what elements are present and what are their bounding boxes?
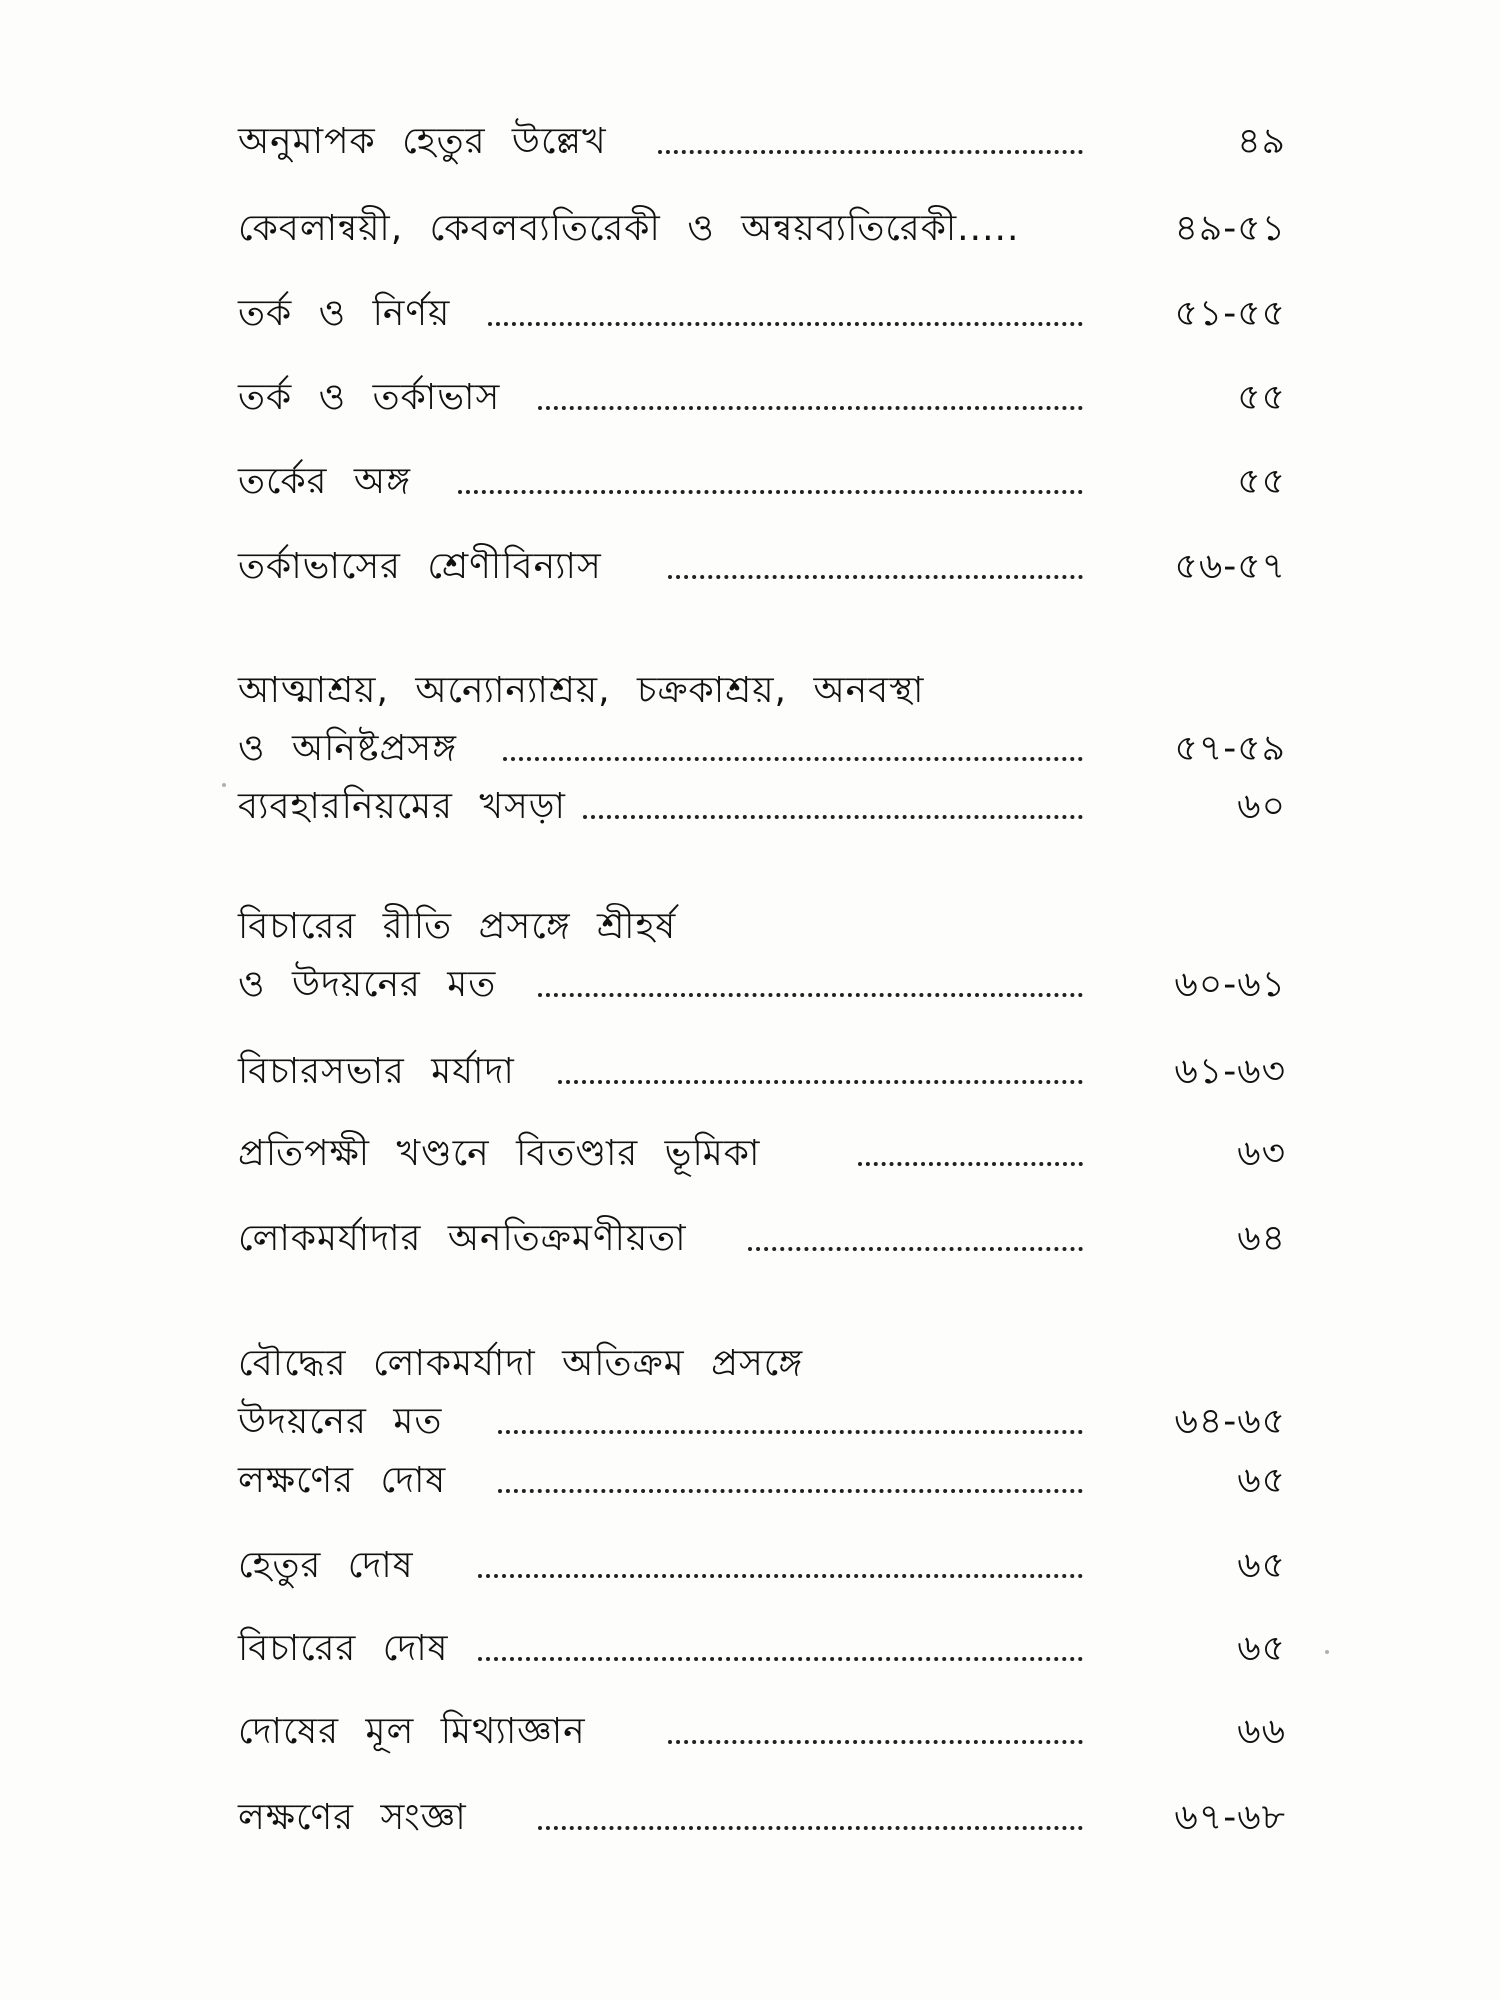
dot-leader xyxy=(668,1736,1083,1744)
toc-entry-line xyxy=(238,1342,1298,1386)
toc-entry-page-number: ৬৩ xyxy=(1237,1133,1286,1174)
toc-entry-title: বিচারের রীতি প্রসঙ্গে শ্রীহর্ষ xyxy=(238,906,677,947)
toc-entry-page-number: ৫১-৫৫ xyxy=(1174,293,1286,334)
toc-entry-page-number: ৬০-৬১ xyxy=(1174,964,1286,1005)
toc-entry-title: লক্ষণের দোষ xyxy=(238,1460,447,1501)
toc-entry[interactable] xyxy=(238,785,1298,829)
toc-entry[interactable] xyxy=(238,1050,1298,1094)
toc-entry[interactable] xyxy=(238,1544,1298,1588)
toc-entry-title: ব্যবহারনিয়মের খসড়া xyxy=(238,786,566,827)
toc-entry-line xyxy=(238,120,1298,164)
toc-entry-title: ও অনিষ্টপ্রসঙ্গ xyxy=(238,728,458,769)
toc-entry-line xyxy=(238,785,1298,829)
toc-entry[interactable] xyxy=(238,376,1298,420)
toc-entry-title: আত্মাশ্রয়, অন্যোন্যাশ্রয়, চক্রকাশ্রয়, অনবস্থা xyxy=(238,670,925,711)
toc-entry-page-number: ৬৫ xyxy=(1237,1460,1286,1501)
dot-leader xyxy=(478,1570,1083,1578)
toc-entry-line xyxy=(238,669,1298,713)
dot-leader xyxy=(503,753,1083,761)
toc-entry-line xyxy=(238,905,1298,949)
toc-entry-line xyxy=(238,545,1298,589)
toc-entry-title: হেতুর দোষ xyxy=(238,1545,414,1586)
toc-entry[interactable] xyxy=(238,1796,1298,1840)
toc-entry-page-number: ৬০ xyxy=(1237,786,1286,827)
toc-entry-page-number: ৬৬ xyxy=(1237,1711,1286,1752)
toc-entry-page-number: ৫৫ xyxy=(1237,377,1286,418)
toc-entry-page-number: ৬৪-৬৫ xyxy=(1174,1401,1286,1442)
toc-entry-page-number: ৫৭-৫৯ xyxy=(1174,728,1286,769)
toc-entry-title: তর্ক ও নির্ণয় xyxy=(238,293,451,334)
dot-leader xyxy=(498,1426,1083,1434)
dot-leader xyxy=(458,486,1083,494)
toc-entry-page-number: ৬৫ xyxy=(1237,1628,1286,1669)
toc-entry-line xyxy=(238,1400,1298,1444)
toc-entry-line xyxy=(238,207,1298,251)
dot-leader xyxy=(558,1076,1083,1084)
toc-entry-page-number: ৪৯-৫১ xyxy=(1174,208,1286,249)
toc-entry-line xyxy=(238,1627,1298,1671)
toc-entry-line xyxy=(238,1132,1298,1176)
toc-entry[interactable] xyxy=(238,120,1298,164)
toc-entry-page-number: ৫৬-৫৭ xyxy=(1174,546,1286,587)
toc-entry-line xyxy=(238,1217,1298,1261)
toc-entry-title: বিচারসভার মর্যাদা xyxy=(238,1051,515,1092)
toc-entry-line xyxy=(238,460,1298,504)
toc-entry-title: লোকমর্যাদার অনতিক্রমণীয়তা xyxy=(238,1218,687,1259)
dot-leader xyxy=(498,1485,1083,1493)
toc-entry-page-number: ৬৫ xyxy=(1237,1545,1286,1586)
toc-entry[interactable] xyxy=(238,669,1298,771)
toc-entry-line xyxy=(238,1050,1298,1094)
toc-entry-title: কেবলান্বয়ী, কেবলব্যতিরেকী ও অন্বয়ব্যতিরেকী..... xyxy=(238,208,1020,249)
toc-entry[interactable] xyxy=(238,1217,1298,1261)
toc-entry-page-number: ৬৪ xyxy=(1237,1218,1286,1259)
dot-leader xyxy=(478,1653,1083,1661)
toc-entry[interactable] xyxy=(238,1132,1298,1176)
toc-entry-page-number: ৬১-৬৩ xyxy=(1174,1051,1286,1092)
dot-leader xyxy=(748,1243,1083,1251)
toc-entry-title: প্রতিপক্ষী খণ্ডনে বিতণ্ডার ভূমিকা xyxy=(238,1133,761,1174)
dot-leader xyxy=(538,989,1083,997)
dot-leader xyxy=(668,571,1083,579)
toc-entry-title: বিচারের দোষ xyxy=(238,1628,449,1669)
toc-entry[interactable] xyxy=(238,1627,1298,1671)
toc-entry-title: অনুমাপক হেতুর উল্লেখ xyxy=(238,121,607,162)
toc-entry-title: তর্কাভাসের শ্রেণীবিন্যাস xyxy=(238,546,602,587)
dot-leader xyxy=(583,811,1083,819)
scan-speck xyxy=(1325,1650,1329,1654)
dot-leader xyxy=(538,402,1083,410)
toc-entry-line xyxy=(238,1459,1298,1503)
toc-entry-title: দোষের মূল মিথ্যাজ্ঞান xyxy=(238,1711,586,1752)
toc-entry-line xyxy=(238,1544,1298,1588)
scan-speck xyxy=(222,783,226,787)
toc-entry[interactable] xyxy=(238,1342,1298,1444)
toc-entry-title: বৌদ্ধের লোকমর্যাদা অতিক্রম প্রসঙ্গে xyxy=(238,1343,804,1384)
dot-leader xyxy=(658,146,1083,154)
toc-entry[interactable] xyxy=(238,1710,1298,1754)
dot-leader xyxy=(858,1158,1083,1166)
toc-entry[interactable] xyxy=(238,905,1298,1007)
toc-entry[interactable] xyxy=(238,292,1298,336)
toc-entry-title: ও উদয়নের মত xyxy=(238,964,497,1005)
toc-entry-page-number: ৫৫ xyxy=(1237,461,1286,502)
toc-entry-line xyxy=(238,963,1298,1007)
toc-entry[interactable] xyxy=(238,1459,1298,1503)
toc-entry-page-number: ৪৯ xyxy=(1237,121,1286,162)
toc-entry-page-number: ৬৭-৬৮ xyxy=(1174,1797,1286,1838)
toc-entry-title: উদয়নের মত xyxy=(238,1401,443,1442)
toc-entry-line xyxy=(238,376,1298,420)
dot-leader xyxy=(538,1822,1083,1830)
toc-entry-title: তর্কের অঙ্গ xyxy=(238,461,411,502)
toc-entry-line xyxy=(238,1710,1298,1754)
toc-entry[interactable] xyxy=(238,460,1298,504)
dot-leader xyxy=(488,318,1083,326)
toc-entry[interactable] xyxy=(238,545,1298,589)
toc-entry-line xyxy=(238,292,1298,336)
toc-entry[interactable] xyxy=(238,207,1298,251)
toc-entry-title: লক্ষণের সংজ্ঞা xyxy=(238,1797,467,1838)
toc-entry-line xyxy=(238,1796,1298,1840)
toc-entry-line xyxy=(238,727,1298,771)
toc-entry-title: তর্ক ও তর্কাভাস xyxy=(238,377,501,418)
